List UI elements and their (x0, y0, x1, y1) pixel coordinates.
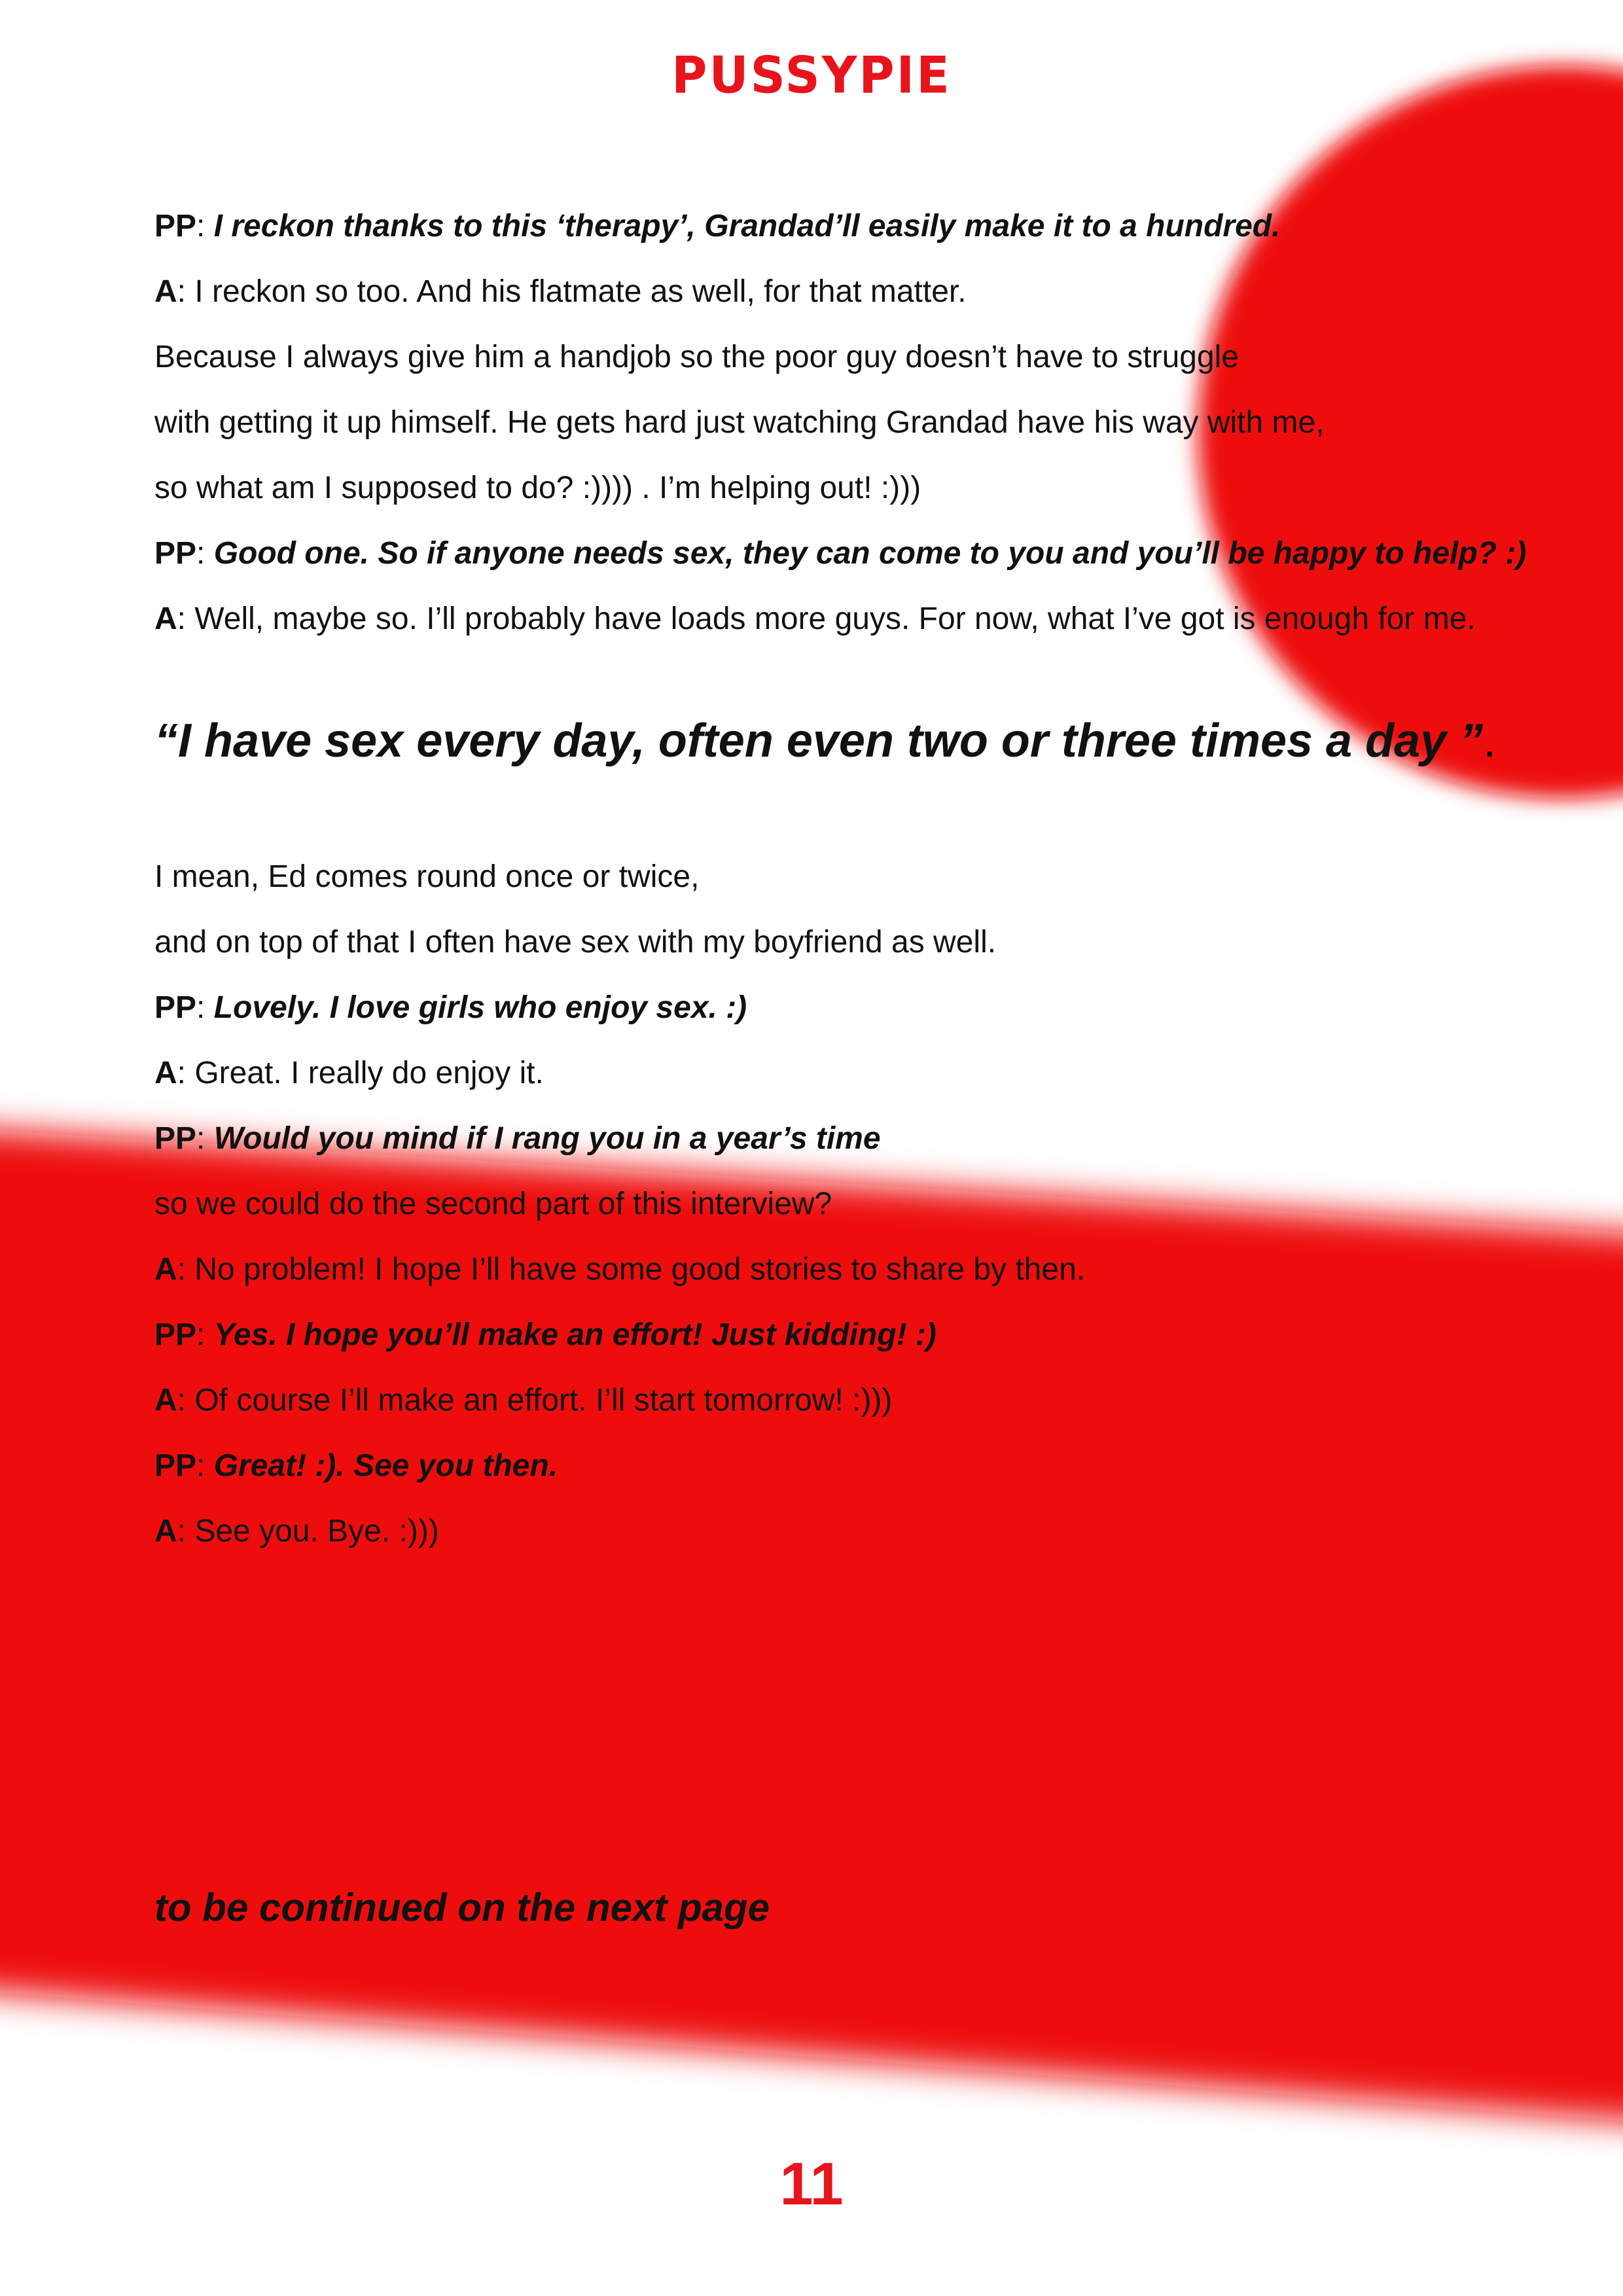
speaker-label: A (154, 1056, 177, 1090)
dialogue-line (154, 194, 1594, 259)
dialogue-line (154, 390, 1594, 456)
dialogue-line (154, 1433, 1594, 1499)
speaker-separator: : (177, 601, 195, 636)
dialogue-line (154, 1041, 1594, 1106)
answer-text: so we could do the second part of this interview? (154, 1187, 832, 1221)
dialogue-line (154, 1302, 1594, 1368)
answer-text: Of course I’ll make an effort. I’ll start tomorrow! :))) (194, 1383, 893, 1418)
answer-text: Great. I really do enjoy it. (194, 1056, 544, 1090)
answer-text: See you. Bye. :))) (194, 1514, 439, 1549)
speaker-separator: : (177, 1252, 195, 1287)
dialogue-line (154, 910, 1594, 975)
dialogue-line (154, 1106, 1594, 1172)
pull-quote-text: “I have sex every day, often even two or three times a day ” (154, 715, 1484, 767)
answer-text: Well, maybe so. I’ll probably have loads more guys. For now, what I’ve got is enough for me. (194, 601, 1476, 636)
speaker-separator: : (177, 1383, 195, 1418)
section-gap (154, 774, 1594, 844)
answer-text: I reckon so too. And his flatmate as well, for that matter. (194, 274, 967, 309)
pull-quote-period: . (1483, 715, 1497, 767)
speaker-label: A (154, 1252, 177, 1287)
speaker-separator: : (196, 1121, 214, 1156)
speaker-separator: : (196, 209, 214, 243)
question-text: Lovely. I love girls who enjoy sex. :) (213, 990, 747, 1025)
question-text: Good one. So if anyone needs sex, they can come to you and you’ll be happy to help? :) (213, 536, 1527, 571)
answer-text: so what am I supposed to do? :)))) . I’m helping out! :))) (154, 471, 921, 505)
speaker-label: PP (154, 536, 197, 571)
speaker-separator: : (196, 990, 214, 1025)
dialogue-line (154, 1368, 1594, 1433)
magazine-title: PUSSYPIE (671, 45, 952, 105)
answer-text: Because I always give him a handjob so the poor guy doesn’t have to struggle (154, 340, 1240, 374)
question-text: Great! :). See you then. (213, 1448, 558, 1483)
speaker-label: PP (154, 1121, 197, 1156)
dialogue-line (154, 586, 1594, 652)
answer-text: with getting it up himself. He gets hard just watching Grandad have his way with me, (154, 405, 1325, 440)
interview-lines-top (154, 194, 1594, 652)
dialogue-line (154, 259, 1594, 325)
dialogue-line (154, 325, 1594, 390)
answer-text: No problem! I hope I’ll have some good stories to share by then. (194, 1252, 1086, 1287)
dialogue-line (154, 975, 1594, 1041)
question-text: Would you mind if I rang you in a year’s time (213, 1121, 881, 1156)
speaker-label: PP (154, 209, 197, 243)
speaker-separator: : (177, 1056, 195, 1090)
dialogue-line (154, 1172, 1594, 1237)
dialogue-line (154, 456, 1594, 521)
question-text: Yes. I hope you’ll make an effort! Just kidding! :) (213, 1318, 936, 1352)
question-text: I reckon thanks to this ‘therapy’, Grandad’ll easily make it to a hundred. (213, 209, 1281, 243)
answer-text: I mean, Ed comes round once or twice, (154, 859, 700, 894)
speaker-label: A (154, 274, 177, 309)
speaker-label: A (154, 1514, 177, 1549)
speaker-label: A (154, 601, 177, 636)
pull-quote (154, 708, 1594, 774)
answer-text: and on top of that I often have sex with my boyfriend as well. (154, 925, 997, 960)
speaker-separator: : (196, 1448, 214, 1483)
speaker-separator: : (177, 1514, 195, 1549)
interview-body (154, 194, 1594, 1564)
speaker-label: A (154, 1383, 177, 1418)
page-header (0, 47, 1623, 103)
continued-note: to be continued on the next page (154, 1886, 770, 1929)
dialogue-line (154, 844, 1594, 910)
page-number: 11 (779, 2151, 844, 2217)
speaker-label: PP (154, 1318, 197, 1352)
dialogue-line (154, 521, 1594, 586)
speaker-label: PP (154, 990, 197, 1025)
speaker-label: PP (154, 1448, 197, 1483)
dialogue-line (154, 1499, 1594, 1564)
interview-lines-bottom (154, 844, 1594, 1564)
dialogue-line (154, 1237, 1594, 1302)
speaker-separator: : (196, 536, 214, 571)
speaker-separator: : (196, 1318, 214, 1352)
speaker-separator: : (177, 274, 195, 309)
